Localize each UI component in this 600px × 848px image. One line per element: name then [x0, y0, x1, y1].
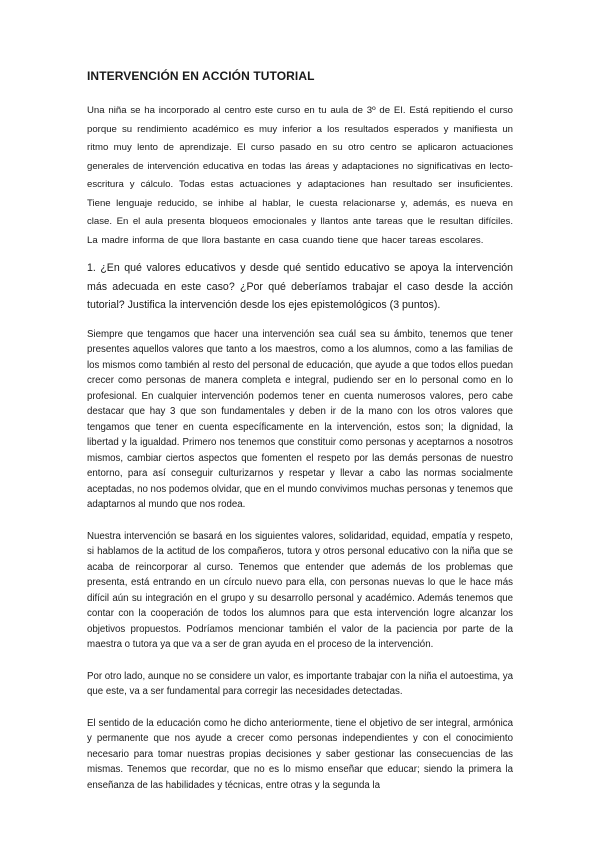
case-description-paragraph: Una niña se ha incorporado al centro este curso en tu aula de 3º de EI. Está repitiendo el curso porque su rendimiento académico es muy inferior a los resultados esperados y manifiesta un ritmo muy lento de aprendizaje. El curso pasado en su otro centro se aplicaron actuaciones generales de intervención educativa en todas las áreas y adaptaciones no significativas en lecto-escritura y cálculo. Todas estas actuaciones y adaptaciones han resultado ser insuficientes. Tiene lenguaje reducido, se inhibe al hablar, le cuesta relacionarse y, además, es nueva en clase. En el aula presenta bloqueos emocionales y llantos ante tareas que le resultan difíciles. La madre informa de que llora bastante en casa cuando tiene que hacer tareas escolares. — [87, 105, 513, 246]
answer-paragraph-education-sense: El sentido de la educación como he dicho anteriormente, tiene el objetivo de ser integral, armónica y permanente que nos ayude a crecer como personas independientes y con el conocimiento necesario para tomar nuestras propias decisiones y saber gestionar las consecuencias de las mismas. Tenemos que recordar, que no es lo mismo enseñar que educar; siendo la primera la enseñanza de las habilidades y técnicas, entre otras y la segunda la — [87, 717, 513, 791]
answer-paragraph-self-esteem: Por otro lado, aunque no se considere un valor, es importante trabajar con la niña el autoestima, ya que este, va a ser fundamental para corregir las necesidades detectadas. — [87, 670, 513, 698]
answer-paragraph-intervention: Nuestra intervención se basará en los siguientes valores, solidaridad, equidad, empatía y respeto, si hablamos de la actitud de los compañeros, tutora y otros personal educativo con la niña que se acaba de reincorporar al curso. Tenemos que entender que además de los problemas que presenta, está entrando en un círculo nuevo para ella, con personas nuevas lo que le hace más difícil aún su integración en el grupo y su desarrollo personal y académico. Además tenemos que contar con la cooperación de todos los alumnos para que esta intervención logre alcanzar los objetivos propuestos. Podríamos mencionar también el valor de la paciencia por parte de la maestra o tutora ya que va a ser de gran ayuda en el proceso de la intervención. — [87, 530, 513, 651]
document-title: INTERVENCIÓN EN ACCIÓN TUTORIAL — [87, 69, 315, 83]
question-paragraph: 1. ¿En qué valores educativos y desde qué sentido educativo se apoya la intervención más adecuada en este caso? ¿Por qué deberíamos trabajar el caso desde la acción tutorial? Justifica la intervención desde los ejes epistemológicos (3 puntos). — [87, 262, 513, 312]
answer-paragraph-values: Siempre que tengamos que hacer una intervención sea cuál sea su ámbito, tenemos que tener presentes aquellos valores que tanto a los maestros, como a los alumnos, como a las familias de los mismos como también al resto del personal de educación, que ayude a que todos ellos puedan crecer como personas de manera completa e integral, pudiendo ser en lo personal como en lo profesional. En cualquier intervención podemos tener en cuenta numerosos valores, pero cabe destacar que hay 3 que son fundamentales y deben ir de la mano con los otros valores que tengamos que tener en cuenta específicamente en la intervención, estos son; la dignidad, la libertad y la igualdad. Primero nos tenemos que constituir como personas y aceptarnos a nosotros mismos, cambiar ciertos aspectos que fomenten el respeto por las demás personas de nuestro entorno, para así conseguir culturizarnos y respetar y llevar a cabo las normas socialmente aceptadas, no nos podemos olvidar, que en el mundo convivimos muchas personas y tenemos que adaptarnos al mundo que nos rodea. — [87, 328, 513, 511]
